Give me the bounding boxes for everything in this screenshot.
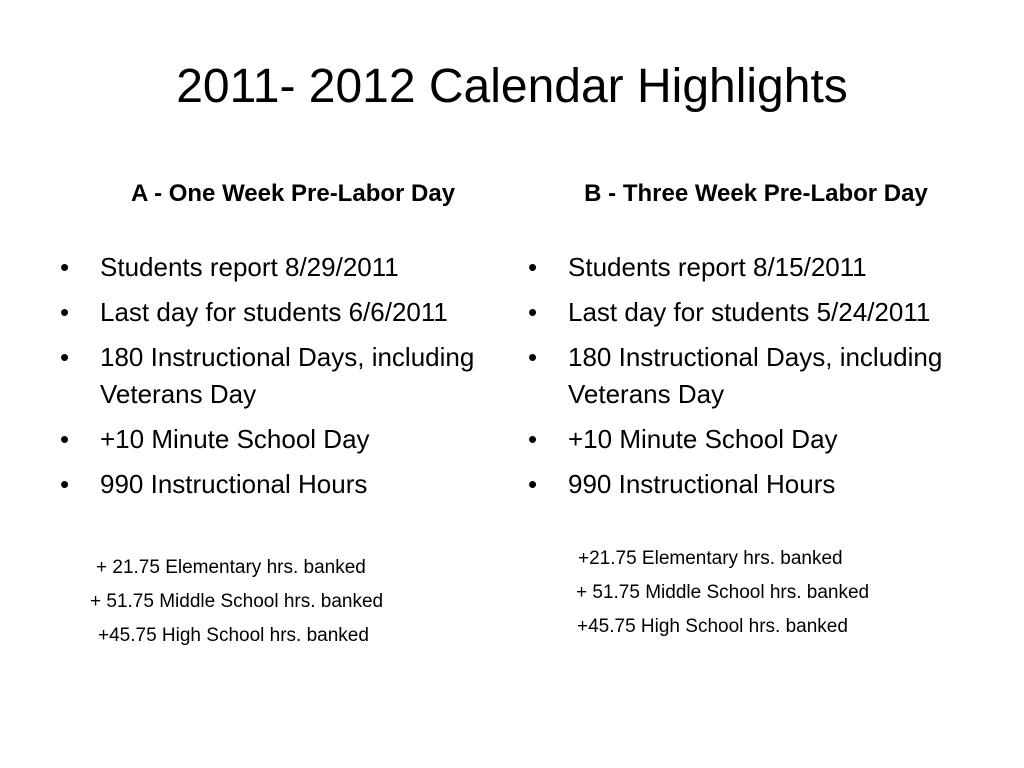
banked-line: + 51.75 Middle School hrs. banked (90, 591, 384, 612)
bullet-text: +10 Minute School Day (568, 424, 838, 454)
bullet-text: +10 Minute School Day (100, 424, 370, 454)
list-item (60, 421, 490, 458)
bullet-text: Students report 8/15/2011 (568, 252, 867, 282)
bullet-icon: • (60, 252, 70, 282)
slide-title: 2011- 2012 Calendar Highlights (176, 60, 848, 113)
banked-line: +45.75 High School hrs. banked (577, 616, 848, 637)
bullet-text: Last day for students 6/6/2011 (100, 297, 448, 327)
bullet-text: Last day for students 5/24/2011 (568, 297, 931, 327)
bullet-icon: • (60, 469, 70, 499)
bullet-text: Students report 8/29/2011 (100, 252, 399, 282)
column-a-bullet-list (60, 249, 490, 511)
column-b-heading: B - Three Week Pre-Labor Day (584, 180, 928, 207)
bullet-text: 990 Instructional Hours (100, 469, 368, 499)
list-item (528, 294, 958, 331)
column-a-banked-hours (90, 551, 384, 653)
column-a-heading: A - One Week Pre-Labor Day (130, 180, 456, 207)
list-item (528, 421, 958, 458)
bullet-icon: • (60, 297, 70, 327)
bullet-text: 180 Instructional Days, including Veterans Day (568, 342, 943, 409)
bullet-text: 180 Instructional Days, including Veterans Day (100, 342, 475, 409)
bullet-icon: • (528, 469, 538, 499)
list-item (528, 339, 958, 413)
column-b-bullet-list (528, 249, 958, 511)
list-item (60, 294, 490, 331)
banked-line: +21.75 Elementary hrs. banked (578, 548, 843, 569)
banked-line: + 21.75 Elementary hrs. banked (96, 557, 366, 578)
bullet-icon: • (528, 342, 538, 372)
list-item (528, 249, 958, 286)
column-b-banked-hours (578, 542, 869, 644)
list-item (528, 466, 958, 503)
list-item (60, 249, 490, 286)
list-item (60, 466, 490, 503)
bullet-icon: • (60, 424, 70, 454)
list-item (60, 339, 490, 413)
bullet-icon: • (528, 424, 538, 454)
banked-line: +45.75 High School hrs. banked (98, 625, 369, 646)
bullet-text: 990 Instructional Hours (568, 469, 836, 499)
bullet-icon: • (60, 342, 70, 372)
banked-line: + 51.75 Middle School hrs. banked (576, 582, 870, 603)
bullet-icon: • (528, 297, 538, 327)
bullet-icon: • (528, 252, 538, 282)
